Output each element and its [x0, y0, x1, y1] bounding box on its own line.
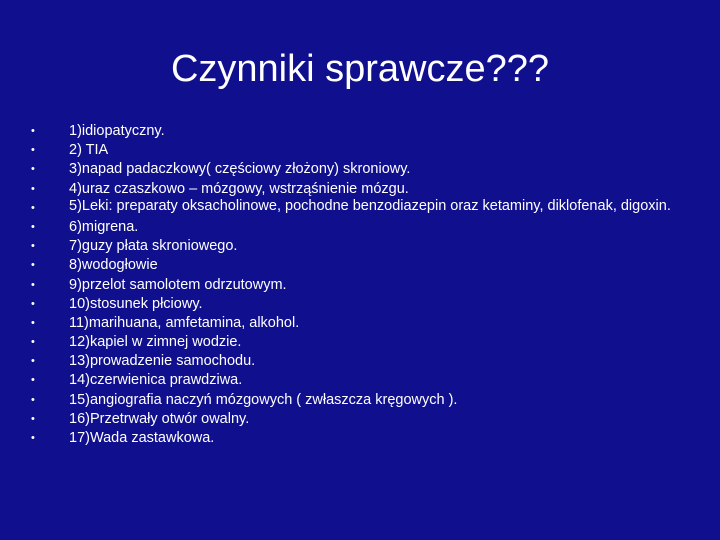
list-item: [28, 373, 698, 387]
bullet-icon: •: [31, 355, 35, 368]
list-item-text: 5)Leki: preparaty oksacholinowe, pochodne benzodiazepin oraz ketaminy, diklofenak, digoxin.: [69, 197, 671, 214]
list-item-text: 7)guzy płata skroniowego.: [69, 238, 238, 255]
bullet-icon: •: [31, 278, 35, 291]
bullet-icon: •: [31, 393, 35, 406]
list-item: [28, 412, 698, 426]
list-item-text: 12)kapiel w zimnej wodzie.: [69, 334, 242, 351]
bullet-icon: •: [31, 412, 35, 425]
list-item: [28, 393, 698, 407]
list-item: [28, 197, 698, 215]
bullet-icon: •: [31, 374, 35, 387]
list-item: [28, 316, 698, 330]
list-item-text: 2) TIA: [69, 142, 109, 159]
list-item-text: 1)idiopatyczny.: [69, 123, 165, 139]
list-item-text: 6)migrena.: [69, 218, 139, 235]
list-item-text: 10)stosunek płciowy.: [69, 295, 203, 312]
list-item: [28, 297, 698, 311]
list-item: [28, 124, 698, 138]
list-item-text: 13)prowadzenie samochodu.: [69, 353, 256, 370]
bullet-icon: •: [31, 316, 35, 329]
bullet-icon: •: [31, 297, 35, 310]
list-item: [28, 431, 698, 445]
list-item-text: 4)uraz czaszkowo – mózgowy, wstrząśnienie mózgu.: [69, 180, 409, 197]
bullet-icon: •: [31, 336, 35, 349]
list-item-text: 8)wodogłowie: [69, 257, 158, 274]
list-item: [28, 143, 698, 157]
list-item: [28, 220, 698, 234]
list-item-text: 14)czerwienica prawdziwa.: [69, 372, 243, 389]
bullet-icon: •: [31, 201, 35, 214]
list-item: [28, 162, 698, 176]
bullet-icon: •: [31, 163, 35, 176]
list-item-text: 17)Wada zastawkowa.: [69, 430, 215, 446]
list-item: [28, 258, 698, 272]
bullet-icon: •: [31, 240, 35, 253]
list-item: [28, 182, 698, 196]
list-item-text: 9)przelot samolotem odrzutowym.: [69, 276, 287, 293]
list-item: [28, 335, 698, 349]
bullet-icon: •: [31, 432, 35, 444]
bullet-icon: •: [31, 259, 35, 272]
list-item-text: 11)marihuana, amfetamina, alkohol.: [69, 314, 300, 331]
slide-title: Czynniki sprawcze???: [170, 48, 550, 90]
list-item: [28, 278, 698, 292]
bullet-icon: •: [31, 125, 35, 137]
list-item-text: 3)napad padaczkowy( częściowy złożony) skroniowy.: [69, 161, 411, 178]
list-item: [28, 239, 698, 253]
list-item-text: 16)Przetrwały otwór owalny.: [69, 410, 250, 427]
bullet-icon: •: [31, 182, 35, 195]
bullet-icon: •: [31, 220, 35, 233]
bullet-list: [28, 124, 698, 450]
list-item: [28, 354, 698, 368]
list-item-text: 15)angiografia naczyń mózgowych ( zwłaszcza kręgowych ).: [69, 391, 458, 408]
bullet-icon: •: [31, 144, 35, 157]
